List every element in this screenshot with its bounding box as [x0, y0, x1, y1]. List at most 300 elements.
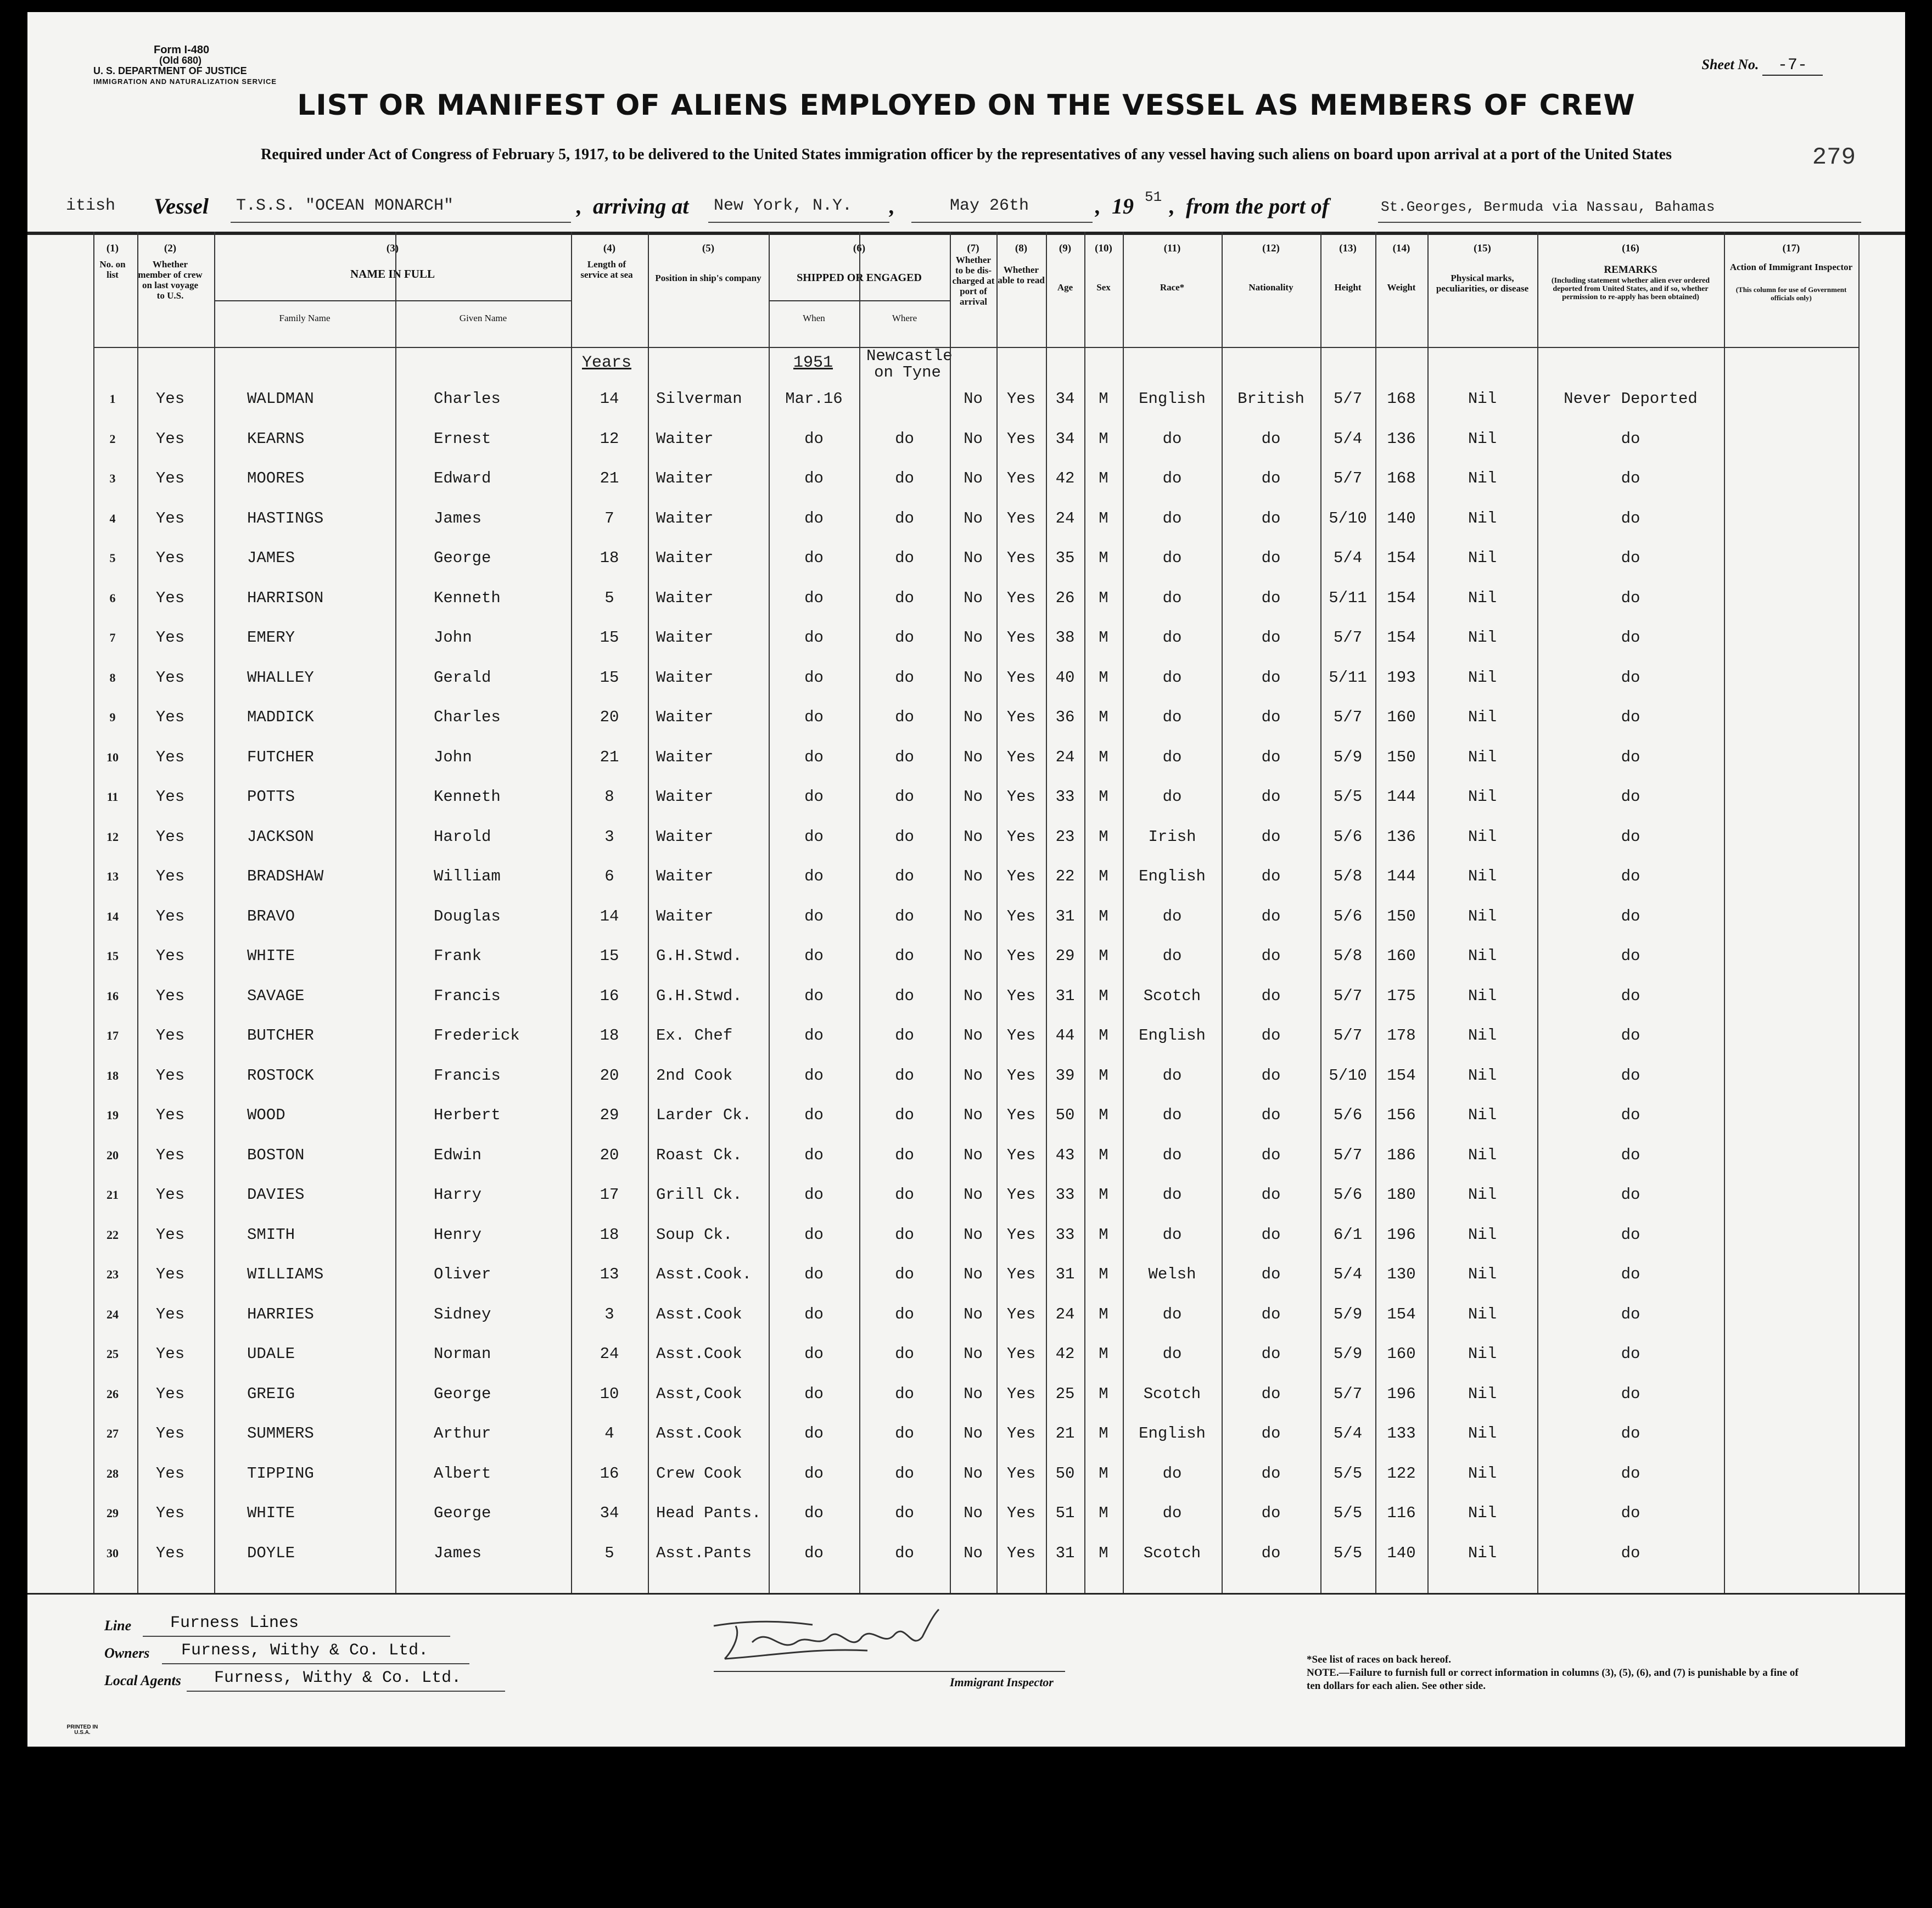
row-number: 30 [107, 1546, 119, 1560]
weight: 116 [1387, 1504, 1416, 1522]
sex: M [1099, 1504, 1108, 1522]
shipped-when: do [804, 788, 824, 806]
form-identification [93, 45, 277, 87]
able-to-read: Yes [1006, 947, 1036, 965]
weight: 160 [1387, 947, 1416, 965]
row-number: 10 [107, 750, 119, 764]
height: 5/9 [1333, 748, 1363, 766]
col-num: (7) [967, 243, 979, 254]
crew-last-voyage: Yes [155, 708, 185, 726]
nationality: do [1261, 1146, 1281, 1164]
able-to-read: Yes [1006, 708, 1036, 726]
race: do [1162, 788, 1182, 806]
row-number: 22 [107, 1227, 119, 1242]
remarks: do [1621, 1305, 1640, 1323]
discharged: No [964, 1544, 983, 1562]
col-num: (13) [1339, 243, 1357, 254]
service-length: 16 [600, 986, 619, 1005]
height: 5/4 [1333, 549, 1363, 567]
row-number: 4 [109, 511, 116, 525]
shipped-when: do [804, 509, 824, 527]
service-length: 29 [600, 1106, 619, 1124]
height: 5/7 [1333, 1026, 1363, 1045]
remarks: do [1621, 1066, 1640, 1085]
physical-marks: Nil [1468, 1066, 1497, 1085]
weight: 178 [1387, 1026, 1416, 1045]
age: 51 [1055, 1504, 1075, 1522]
arrival-date: May 26th [950, 197, 1029, 215]
ship-position: Asst.Cook [656, 1424, 742, 1443]
sex: M [1099, 469, 1108, 487]
crew-last-voyage: Yes [155, 907, 185, 925]
race: do [1162, 549, 1182, 567]
able-to-read: Yes [1006, 469, 1036, 487]
year-suffix: 51 [1145, 189, 1162, 205]
remarks: do [1621, 1225, 1640, 1244]
race: do [1162, 1146, 1182, 1164]
given-name: John [434, 628, 472, 647]
sex: M [1099, 1384, 1108, 1403]
able-to-read: Yes [1006, 867, 1036, 885]
ship-position: Waiter [656, 748, 714, 766]
shipped-when: do [804, 947, 824, 965]
shipped-where: do [895, 1345, 914, 1363]
family-name: BUTCHER [247, 1026, 314, 1045]
sheet-number [1702, 56, 1823, 76]
discharged: No [964, 1146, 983, 1164]
physical-marks: Nil [1468, 1424, 1497, 1443]
row-number: 20 [107, 1148, 119, 1162]
given-name: Edwin [434, 1146, 482, 1164]
ship-position: Waiter [656, 668, 714, 687]
shipped-where: do [895, 748, 914, 766]
inspector-signature [703, 1604, 988, 1670]
given-name: Harold [434, 827, 491, 846]
nationality: do [1261, 1225, 1281, 1244]
sex: M [1099, 1345, 1108, 1363]
row-number: 13 [107, 869, 119, 883]
col-num: (12) [1262, 243, 1280, 254]
height: 5/7 [1333, 469, 1363, 487]
height: 5/10 [1329, 1066, 1367, 1085]
col-head-no: No. on list [99, 259, 126, 280]
fine-note: NOTE.—Failure to furnish full or correct information in columns (3), (5), (6), and (7) is punishable by a fine of ten dollars for each alien. See other side. [1307, 1667, 1799, 1692]
crew-last-voyage: Yes [155, 509, 185, 527]
shipped-when: do [804, 1146, 824, 1164]
ship-position: Asst.Cook [656, 1305, 742, 1323]
ship-position: Waiter [656, 429, 714, 448]
col-num: (17) [1782, 243, 1800, 254]
age: 31 [1055, 1265, 1075, 1283]
row-number: 19 [107, 1108, 119, 1122]
row-number: 5 [109, 551, 116, 565]
col-head-nationality: Nationality [1248, 282, 1293, 293]
age: 33 [1055, 1225, 1075, 1244]
height: 5/6 [1333, 907, 1363, 925]
remarks: do [1621, 788, 1640, 806]
ship-position: Waiter [656, 907, 714, 925]
weight: 136 [1387, 429, 1416, 448]
ship-position: Head Pants. [656, 1504, 761, 1522]
height: 5/10 [1329, 509, 1367, 527]
age: 34 [1055, 429, 1075, 448]
shipped-when: do [804, 549, 824, 567]
given-name: Kenneth [434, 588, 501, 607]
family-name: POTTS [247, 788, 295, 806]
weight: 186 [1387, 1146, 1416, 1164]
shipped-where: do [895, 1424, 914, 1443]
sheet-label: Sheet No. [1701, 57, 1759, 72]
able-to-read: Yes [1006, 1384, 1036, 1403]
row-number: 24 [107, 1307, 119, 1321]
row-number: 14 [107, 909, 119, 923]
race: do [1162, 469, 1182, 487]
shipped-when: do [804, 1464, 824, 1483]
footer-rule [27, 1593, 1905, 1595]
discharged: No [964, 390, 983, 408]
sex: M [1099, 1106, 1108, 1124]
sex: M [1099, 867, 1108, 885]
sex: M [1099, 390, 1108, 408]
height: 5/11 [1329, 668, 1367, 687]
family-name: GREIG [247, 1384, 295, 1403]
vessel-nationality: itish [66, 197, 116, 215]
given-name: Oliver [434, 1265, 491, 1283]
age: 31 [1055, 986, 1075, 1005]
shipped-where: do [895, 1504, 914, 1522]
discharged: No [964, 549, 983, 567]
agents-label: Local Agents [104, 1673, 181, 1688]
nationality: do [1261, 788, 1281, 806]
remarks: do [1621, 907, 1640, 925]
height: 5/5 [1333, 788, 1363, 806]
col-head-family: Family Name [279, 313, 331, 323]
nationality: do [1261, 1186, 1281, 1204]
race: do [1162, 907, 1182, 925]
height: 5/8 [1333, 867, 1363, 885]
family-name: BRAVO [247, 907, 295, 925]
ship-position: Roast Ck. [656, 1146, 742, 1164]
crew-last-voyage: Yes [155, 1066, 185, 1085]
given-name: Harry [434, 1186, 482, 1204]
crew-last-voyage: Yes [155, 1384, 185, 1403]
remarks: do [1621, 1026, 1640, 1045]
nationality: do [1261, 947, 1281, 965]
col-head-remarks-note: (Including statement whether alien ever ordered deported from United States, and if so, whether permission to re-apply has been obtained) [1551, 277, 1710, 301]
family-name: WALDMAN [247, 390, 314, 408]
shipped-when: do [804, 907, 824, 925]
nationality: do [1261, 708, 1281, 726]
ship-position: Silverman [656, 390, 742, 408]
given-name: James [434, 1544, 482, 1562]
vessel-label: Vessel [154, 194, 209, 218]
sex: M [1099, 947, 1108, 965]
row-number: 27 [107, 1427, 119, 1440]
year-prefix: 19 [1112, 194, 1134, 218]
sex: M [1099, 1186, 1108, 1204]
able-to-read: Yes [1006, 1186, 1036, 1204]
shipped-where: do [895, 827, 914, 846]
physical-marks: Nil [1468, 947, 1497, 965]
sex: M [1099, 588, 1108, 607]
col-head-read: Whether able to read [998, 265, 1045, 285]
weight: 196 [1387, 1225, 1416, 1244]
shipped-where: do [895, 668, 914, 687]
weight: 136 [1387, 827, 1416, 846]
shipped-where: do [895, 1464, 914, 1483]
row-number: 12 [107, 829, 119, 844]
age: 31 [1055, 907, 1075, 925]
age: 34 [1055, 390, 1075, 408]
nationality: do [1261, 509, 1281, 527]
family-name: MADDICK [247, 708, 314, 726]
age: 21 [1055, 1424, 1075, 1443]
age: 31 [1055, 1544, 1075, 1562]
weight: 154 [1387, 628, 1416, 647]
discharged: No [964, 827, 983, 846]
able-to-read: Yes [1006, 429, 1036, 448]
family-name: WHITE [247, 1504, 295, 1522]
col-num: (14) [1392, 243, 1410, 254]
age: 35 [1055, 549, 1075, 567]
weight: 154 [1387, 1305, 1416, 1323]
ship-position: Asst.Pants [656, 1544, 752, 1562]
col-head-crew: Whether member of crew on last voyage to U.S. [138, 259, 203, 301]
col-num: (2) [164, 243, 177, 254]
able-to-read: Yes [1006, 509, 1036, 527]
race: do [1162, 1106, 1182, 1124]
height: 5/9 [1333, 1345, 1363, 1363]
col-head-given: Given Name [459, 313, 507, 323]
weight: 168 [1387, 390, 1416, 408]
given-name: Albert [434, 1464, 491, 1483]
nationality: do [1261, 549, 1281, 567]
service-length: 21 [600, 469, 619, 487]
race: do [1162, 1504, 1182, 1522]
nationality: do [1261, 1464, 1281, 1483]
shipped-year: 1951 [793, 353, 833, 372]
shipped-where: do [895, 1186, 914, 1204]
ship-position: G.H.Stwd. [656, 947, 742, 965]
col-head-position: Position in ship's company [655, 273, 761, 283]
physical-marks: Nil [1468, 1186, 1497, 1204]
col-head-discharged: Whether to be dis-charged at port of arrival [952, 255, 995, 307]
remarks: Never Deported [1564, 390, 1698, 408]
weight: 160 [1387, 1345, 1416, 1363]
race: do [1162, 668, 1182, 687]
nationality: do [1261, 907, 1281, 925]
page-title: LIST OR MANIFEST OF ALIENS EMPLOYED ON THE VESSEL AS MEMBERS OF CREW [297, 89, 1636, 122]
nationality: do [1261, 1265, 1281, 1283]
able-to-read: Yes [1006, 628, 1036, 647]
weight: 133 [1387, 1424, 1416, 1443]
physical-marks: Nil [1468, 1106, 1497, 1124]
shipped-where: do [895, 1146, 914, 1164]
height: 5/4 [1333, 1265, 1363, 1283]
ship-position: Waiter [656, 788, 714, 806]
shipped-when: do [804, 1265, 824, 1283]
remarks: do [1621, 429, 1640, 448]
sex: M [1099, 788, 1108, 806]
physical-marks: Nil [1468, 1345, 1497, 1363]
height: 5/5 [1333, 1544, 1363, 1562]
sex: M [1099, 907, 1108, 925]
race: Scotch [1143, 1544, 1201, 1562]
sex: M [1099, 1265, 1108, 1283]
crew-last-voyage: Yes [155, 1345, 185, 1363]
service-length: 5 [604, 588, 614, 607]
ship-position: Waiter [656, 588, 714, 607]
years-unit-label: Years [582, 353, 632, 372]
crew-last-voyage: Yes [155, 788, 185, 806]
discharged: No [964, 1225, 983, 1244]
nationality: do [1261, 1544, 1281, 1562]
crew-last-voyage: Yes [155, 1424, 185, 1443]
crew-last-voyage: Yes [155, 1305, 185, 1323]
col-head-action: Action of Immigrant Inspector [1729, 262, 1853, 272]
discharged: No [964, 947, 983, 965]
service-length: 5 [604, 1544, 614, 1562]
remarks: do [1621, 1106, 1640, 1124]
service-length: 18 [600, 1225, 619, 1244]
row-number: 23 [107, 1267, 119, 1281]
col-num: (5) [702, 243, 715, 254]
shipped-when: do [804, 1504, 824, 1522]
race: do [1162, 588, 1182, 607]
sex: M [1099, 748, 1108, 766]
discharged: No [964, 1106, 983, 1124]
race: do [1162, 628, 1182, 647]
given-name: Gerald [434, 668, 491, 687]
able-to-read: Yes [1006, 390, 1036, 408]
discharged: No [964, 628, 983, 647]
shipped-when: do [804, 628, 824, 647]
crew-table [27, 232, 1905, 1604]
remarks: do [1621, 708, 1640, 726]
shipped-where: do [895, 1544, 914, 1562]
remarks: do [1621, 947, 1640, 965]
col-head-action-note: (This column for use of Government officials only) [1735, 285, 1847, 302]
shipped-when: do [804, 1026, 824, 1045]
able-to-read: Yes [1006, 986, 1036, 1005]
age: 24 [1055, 509, 1075, 527]
shipped-where: do [895, 588, 914, 607]
height: 5/6 [1333, 827, 1363, 846]
race: do [1162, 1186, 1182, 1204]
discharged: No [964, 509, 983, 527]
ship-position: G.H.Stwd. [656, 986, 742, 1005]
age: 36 [1055, 708, 1075, 726]
able-to-read: Yes [1006, 588, 1036, 607]
shipped-when: do [804, 1305, 824, 1323]
race: do [1162, 1225, 1182, 1244]
remarks: do [1621, 827, 1640, 846]
inspector-label: Immigrant Inspector [950, 1675, 1054, 1689]
sex: M [1099, 1146, 1108, 1164]
family-name: BRADSHAW [247, 867, 324, 885]
row-number: 21 [107, 1188, 119, 1202]
arriving-port: New York, N.Y. [714, 197, 853, 215]
row-number: 15 [107, 949, 119, 963]
family-name: WOOD [247, 1106, 285, 1124]
shipped-where: do [895, 1225, 914, 1244]
age: 33 [1055, 1186, 1075, 1204]
given-name: George [434, 1504, 491, 1522]
discharged: No [964, 1345, 983, 1363]
discharged: No [964, 469, 983, 487]
discharged: No [964, 1424, 983, 1443]
race: do [1162, 1066, 1182, 1085]
discharged: No [964, 1384, 983, 1403]
shipped-when: do [804, 708, 824, 726]
col-head-service: Length of service at sea [580, 259, 633, 280]
physical-marks: Nil [1468, 1384, 1497, 1403]
weight: 196 [1387, 1384, 1416, 1403]
nationality: do [1261, 469, 1281, 487]
discharged: No [964, 708, 983, 726]
nationality: British [1237, 390, 1304, 408]
sex: M [1099, 1464, 1108, 1483]
weight: 150 [1387, 907, 1416, 925]
shipped-when: do [804, 1424, 824, 1443]
race: Scotch [1143, 1384, 1201, 1403]
ship-position: Asst,Cook [656, 1384, 742, 1403]
remarks: do [1621, 1544, 1640, 1562]
family-name: EMERY [247, 628, 295, 647]
ship-position: 2nd Cook [656, 1066, 733, 1085]
shipped-when: do [804, 867, 824, 885]
nationality: do [1261, 827, 1281, 846]
race: Irish [1148, 827, 1196, 846]
age: 42 [1055, 1345, 1075, 1363]
height: 5/4 [1333, 1424, 1363, 1443]
age: 39 [1055, 1066, 1075, 1085]
physical-marks: Nil [1468, 390, 1497, 408]
physical-marks: Nil [1468, 1464, 1497, 1483]
physical-marks: Nil [1468, 1146, 1497, 1164]
family-name: SAVAGE [247, 986, 305, 1005]
discharged: No [964, 1305, 983, 1323]
race: Welsh [1148, 1265, 1196, 1283]
given-name: Herbert [434, 1106, 501, 1124]
family-name: KEARNS [247, 429, 305, 448]
vessel-name: T.S.S. "OCEAN MONARCH" [236, 197, 454, 215]
shipped-where: do [895, 509, 914, 527]
discharged: No [964, 588, 983, 607]
given-name: Edward [434, 469, 491, 487]
col-head-name: NAME IN FULL [350, 269, 435, 279]
family-name: BOSTON [247, 1146, 305, 1164]
physical-marks: Nil [1468, 668, 1497, 687]
col-num: (10) [1095, 243, 1112, 254]
crew-last-voyage: Yes [155, 1146, 185, 1164]
physical-marks: Nil [1468, 509, 1497, 527]
service-length: 8 [604, 788, 614, 806]
service-length: 24 [600, 1345, 619, 1363]
crew-last-voyage: Yes [155, 827, 185, 846]
age: 22 [1055, 867, 1075, 885]
row-number: 16 [107, 989, 119, 1003]
family-name: UDALE [247, 1345, 295, 1363]
service-length: 15 [600, 947, 619, 965]
shipped-when: do [804, 1186, 824, 1204]
discharged: No [964, 1186, 983, 1204]
age: 50 [1055, 1464, 1075, 1483]
given-name: Charles [434, 390, 501, 408]
service-length: 15 [600, 668, 619, 687]
remarks: do [1621, 469, 1640, 487]
able-to-read: Yes [1006, 1504, 1036, 1522]
